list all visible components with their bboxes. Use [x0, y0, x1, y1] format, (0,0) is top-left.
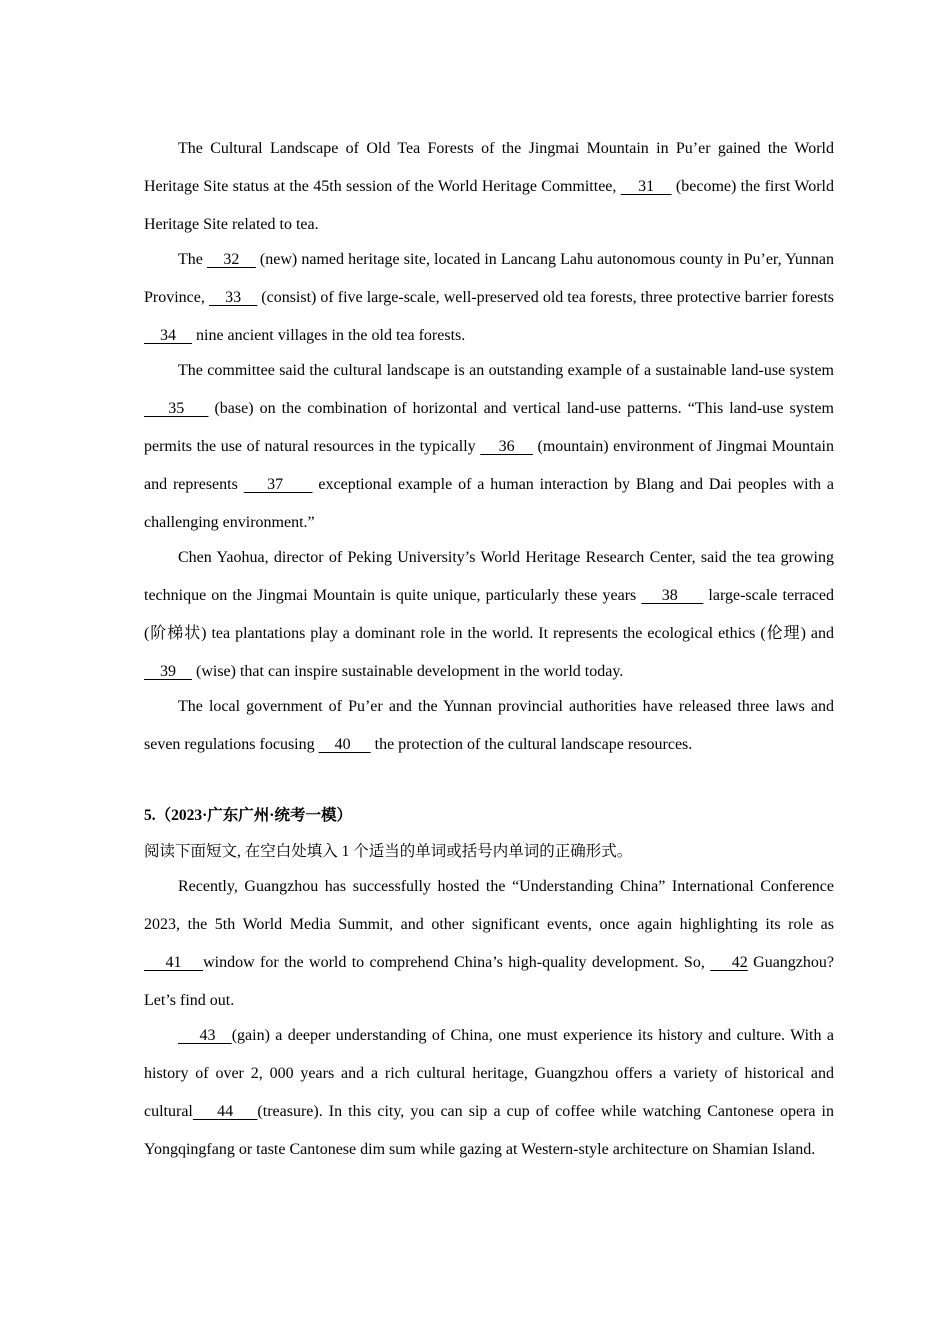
- blank-34: 34: [144, 327, 192, 344]
- text: large-scale terraced (阶梯状) tea plantations play a dominant role in the world. It represents the ecological ethics (伦理) and: [144, 587, 835, 642]
- text: (new) named heritage site, located in Lancang Lahu autonomous county in Pu’er, Yunnan Province,: [144, 251, 835, 306]
- blank-40: 40: [318, 736, 371, 753]
- text: (base) on the combination of horizontal and vertical land-use patterns. “This land-use system permits the use of natural resources in the typically: [144, 400, 834, 455]
- blank-36: 36: [480, 438, 533, 455]
- spacer: [144, 764, 834, 804]
- passage-paragraph-3: [144, 352, 834, 542]
- blank-33: 33: [208, 289, 258, 306]
- text: (mountain) environment of Jingmai Mountain and represents: [144, 438, 835, 493]
- spacer: [144, 828, 834, 840]
- blank-43: 43: [178, 1027, 232, 1044]
- text: Recently, Guangzhou has successfully hosted the “Understanding China” International Conference 2023, the 5th World Media Summit, and other significant events, once again highlighting its role as: [144, 878, 834, 933]
- text: The: [178, 251, 207, 268]
- document-content: [144, 130, 834, 1169]
- text: window for the world to comprehend China’s high-quality development. So,: [203, 954, 711, 971]
- question-instruction: 阅读下面短文, 在空白处填入 1 个适当的单词或括号内单词的正确形式。: [144, 843, 633, 860]
- passage-paragraph-6: [144, 868, 834, 1020]
- blank-42: 42: [710, 954, 748, 971]
- blank-35: 35: [144, 400, 209, 417]
- blank-31: 31: [620, 178, 672, 195]
- passage-paragraph-4: [144, 539, 834, 691]
- blank-44: 44: [192, 1103, 258, 1120]
- question-heading: 5.（2023·广东广州·统考一模）: [144, 807, 352, 824]
- text: (wise) that can inspire sustainable development in the world today.: [192, 663, 624, 680]
- blank-41: 41: [144, 954, 204, 971]
- blank-32: 32: [206, 251, 256, 268]
- text: exceptional example of a human interaction by Blang and Dai peoples with a challenging environment.”: [144, 476, 835, 531]
- blank-37: 37: [243, 476, 313, 493]
- passage-paragraph-7: [144, 1017, 834, 1169]
- text: (become) the first World Heritage Site related to tea.: [144, 178, 834, 233]
- text: (consist) of five large-scale, well-preserved old tea forests, three protective barrier forests: [257, 289, 835, 306]
- text: The Cultural Landscape of Old Tea Forests of the Jingmai Mountain in Pu’er gained the World Heritage Site status at the 45th session of the World Heritage Committee,: [144, 140, 834, 195]
- text: the protection of the cultural landscape resources.: [370, 736, 693, 753]
- text: The local government of Pu’er and the Yunnan provincial authorities have released three laws and seven regulations focusing: [144, 698, 834, 753]
- text: (treasure). In this city, you can sip a cup of coffee while watching Cantonese opera in Yongqingfang or taste Cantonese dim sum while gazing at Western-style architecture on Shamian Island.: [144, 1103, 835, 1158]
- text: The committee said the cultural landscape is an outstanding example of a sustainable land-use system: [178, 362, 834, 379]
- blank-39: 39: [144, 663, 192, 680]
- text: Guangzhou? Let’s find out.: [144, 954, 835, 1009]
- passage-paragraph-1: [144, 130, 834, 244]
- blank-38: 38: [641, 587, 704, 604]
- text: nine ancient villages in the old tea forests.: [192, 327, 466, 344]
- passage-paragraph-5: [144, 688, 834, 764]
- text: Chen Yaohua, director of Peking University’s World Heritage Research Center, said the tea growing technique on the Jingmai Mountain is quite unique, particularly these years: [144, 549, 834, 604]
- text: (gain) a deeper understanding of China, one must experience its history and culture. With a history of over 2, 000 years and a rich cultural heritage, Guangzhou offers a variety of historical and cultural: [144, 1027, 834, 1120]
- passage-paragraph-2: [144, 241, 834, 355]
